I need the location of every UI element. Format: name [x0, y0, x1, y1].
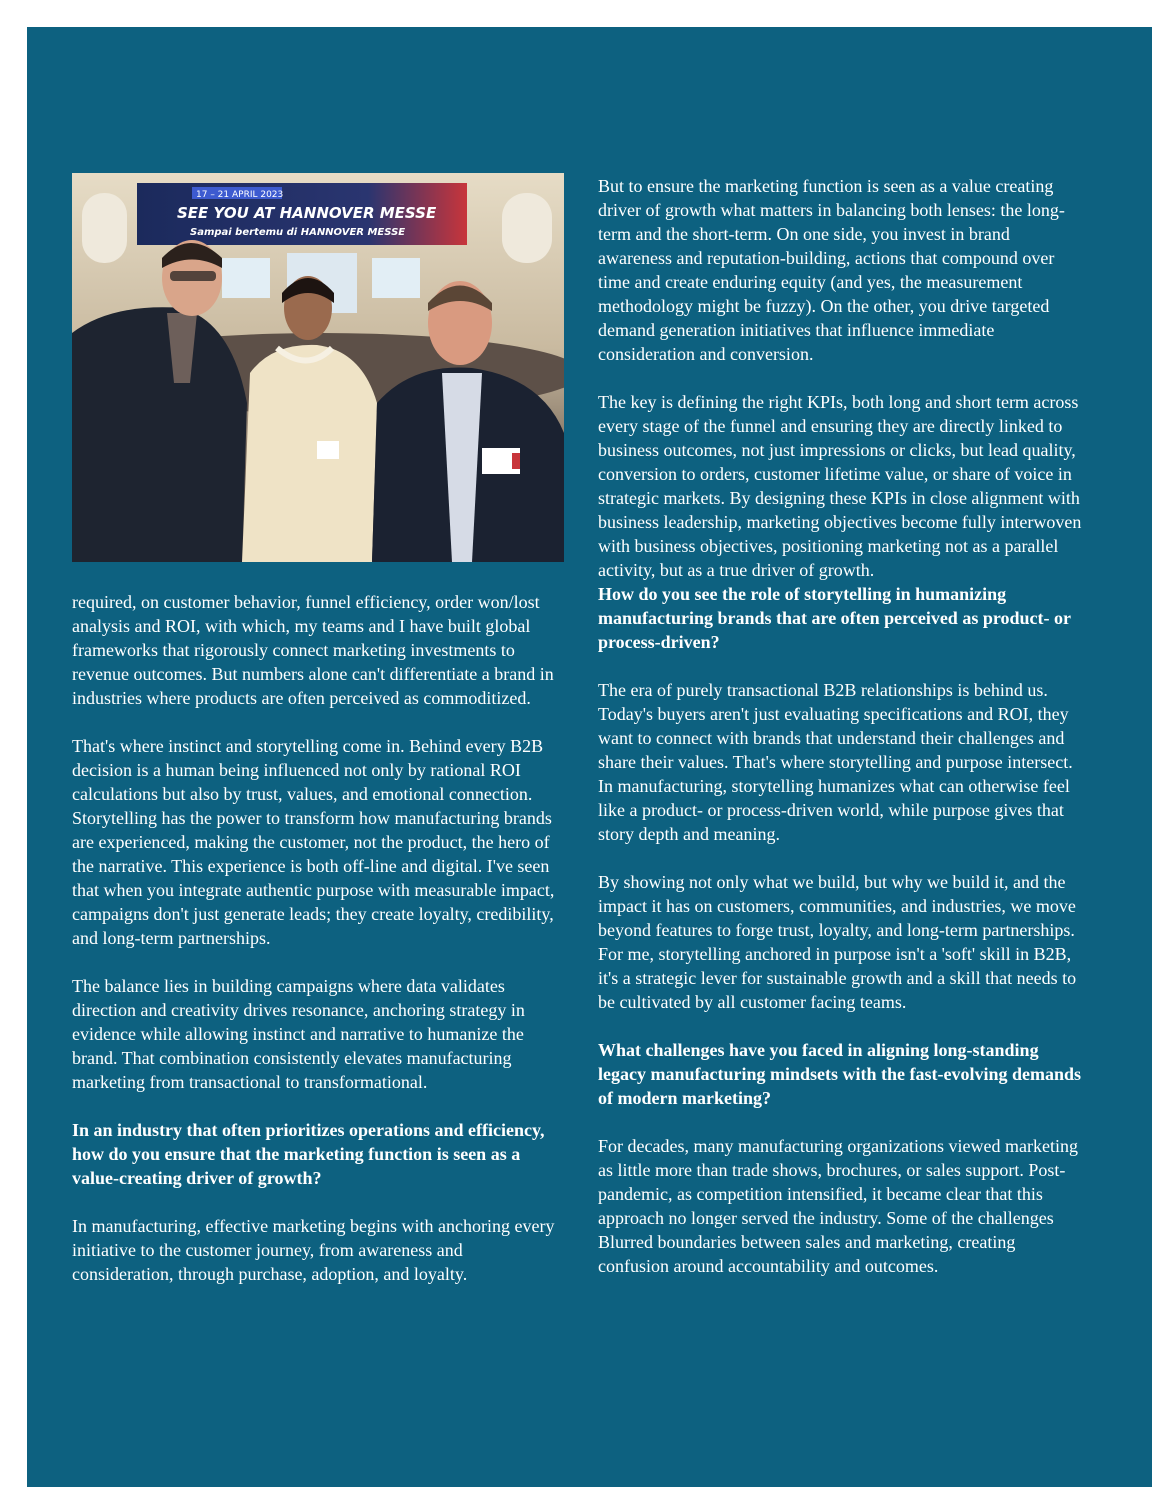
- left-column: [72, 590, 564, 1310]
- event-photo: [72, 173, 564, 562]
- paragraph: For decades, many manufacturing organizations viewed marketing as little more than trade shows, brochures, or sales support. Post-pandemic, as competition intensified, it became clear that this approach no longer served the industry. Some of the challenges Blurred boundaries between sales and marketing, creating confusion around accountability and outcomes.: [598, 1136, 1079, 1276]
- interview-question: How do you see the role of storytelling in humanizing manufacturing brands that are often perceived as product- or process-driven?: [598, 584, 1071, 652]
- banner-date: 17 – 21 APRIL 2023: [196, 190, 284, 200]
- paragraph: That's where instinct and storytelling come in. Behind every B2B decision is a human being influenced not only by rational ROI calculations but also by trust, values, and emotional connection. Storytelling has the power to transform how manufacturing brands are experienced, making the customer, not the product, the hero of the narrative. This experience is both off-line and digital. I've seen that when you integrate authentic purpose with measurable impact, campaigns don't just generate leads; they create loyalty, credibility, and long-term partnerships.: [72, 736, 555, 948]
- paragraph: The era of purely transactional B2B relationships is behind us. Today's buyers aren't just evaluating specifications and ROI, they want to connect with brands that understand their challenges and share their values. That's where storytelling and purpose intersect. In manufacturing, storytelling humanizes what can otherwise feel like a product- or process-driven world, while purpose gives that story depth and meaning.: [598, 680, 1073, 844]
- interview-question: What challenges have you faced in aligning long-standing legacy manufacturing mindsets with the fast-evolving demands of modern marketing?: [598, 1040, 1082, 1108]
- paragraph: required, on customer behavior, funnel efficiency, order won/lost analysis and ROI, with which, my teams and I have built global frameworks that rigorously connect marketing investments to revenue outcomes. But numbers alone can't differentiate a brand in industries where products are often perceived as commoditized.: [72, 592, 554, 708]
- interview-question: In an industry that often prioritizes operations and efficiency, how do you ensure that the marketing function is seen as a value-creating driver of growth?: [72, 1120, 545, 1188]
- banner-subtitle: Sampai bertemu di HANNOVER MESSE: [190, 227, 406, 238]
- right-column: [598, 174, 1088, 1302]
- paragraph: But to ensure the marketing function is seen as a value creating driver of growth what matters in balancing both lenses: the long-term and the short-term. On one side, you invest in brand awareness and reputation-building, actions that compound over time and create enduring equity (and yes, the measurement methodology might be fuzzy). On the other, you drive targeted demand generation initiatives that influence immediate consideration and conversion.: [598, 176, 1065, 364]
- paragraph: The balance lies in building campaigns where data validates direction and creativity drives resonance, anchoring strategy in evidence while allowing instinct and narrative to humanize the brand. That combination consistently elevates manufacturing marketing from transactional to transformational.: [72, 976, 525, 1092]
- magazine-page: [27, 27, 1152, 1487]
- paragraph: By showing not only what we build, but why we build it, and the impact it has on customers, communities, and industries, we move beyond features to forge trust, loyalty, and long-term partnerships. For me, storytelling anchored in purpose isn't a 'soft' skill in B2B, it's a strategic lever for sustainable growth and a skill that needs to be cultivated by all customer facing teams.: [598, 872, 1077, 1012]
- banner-title: SEE YOU AT HANNOVER MESSE: [177, 204, 437, 222]
- paragraph: In manufacturing, effective marketing begins with anchoring every initiative to the customer journey, from awareness and consideration, through purchase, adoption, and loyalty.: [72, 1216, 555, 1284]
- paragraph: The key is defining the right KPIs, both long and short term across every stage of the funnel and ensuring they are directly linked to business outcomes, not just impressions or clicks, but lead quality, conversion to orders, customer lifetime value, or share of voice in strategic markets. By designing these KPIs in close alignment with business leadership, marketing objectives become fully interwoven with business objectives, positioning marketing not as a parallel activity, but as a true driver of growth.: [598, 392, 1082, 580]
